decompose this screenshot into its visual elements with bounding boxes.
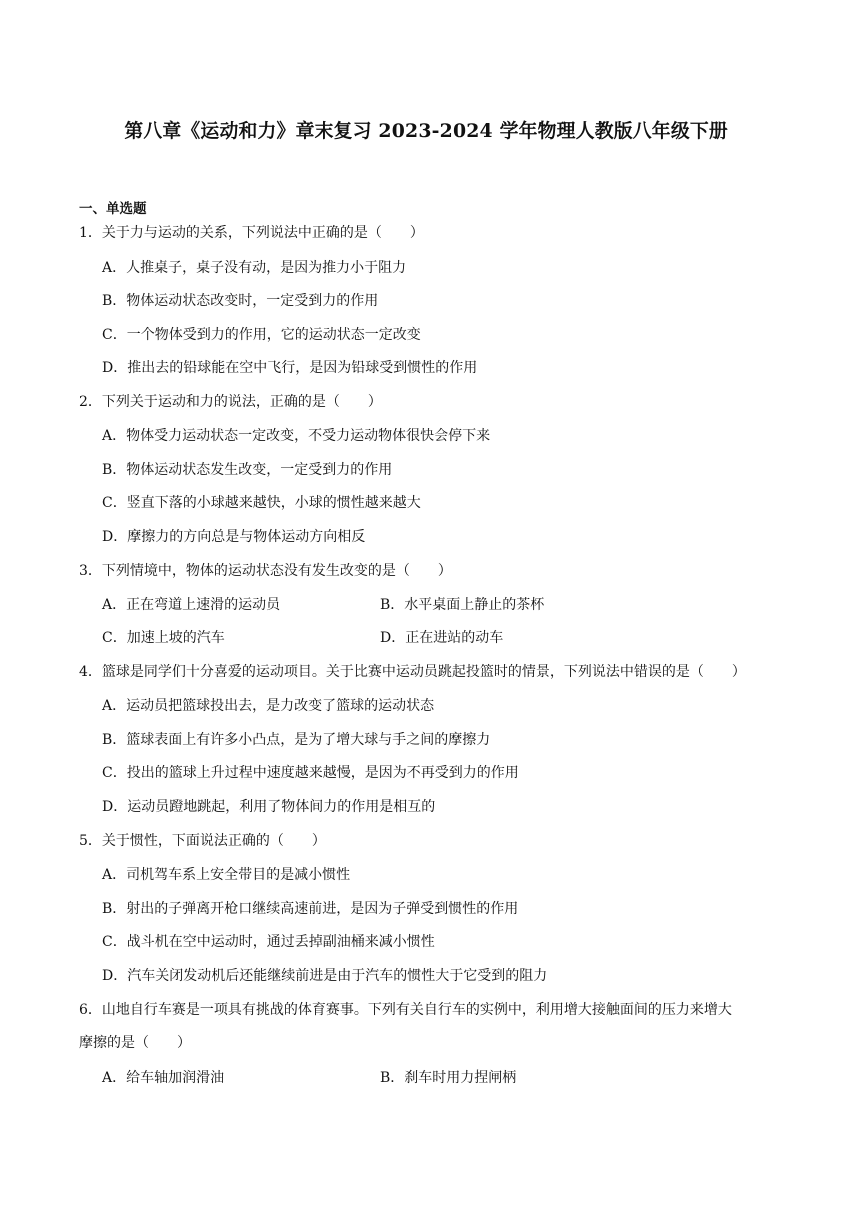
section-heading: 一、单选题 xyxy=(79,201,147,217)
question-2-option-b: B．物体运动状态发生改变，一定受到力的作用 xyxy=(102,462,393,478)
question-4-option-c: C．投出的篮球上升过程中速度越来越慢，是因为不再受到力的作用 xyxy=(102,765,519,781)
question-3-option-b: B．水平桌面上静止的茶杯 xyxy=(380,597,545,613)
question-2-stem: 2．下列关于运动和力的说法，正确的是（ ） xyxy=(79,394,382,410)
question-1-option-a: A．人推桌子，桌子没有动，是因为推力小于阻力 xyxy=(102,260,407,276)
question-6-stem: 6．山地自行车赛是一项具有挑战的体育赛事。下列有关自行车的实例中，利用增大接触面间的压力来增大 xyxy=(79,1002,732,1018)
question-6-option-a: A．给车轴加润滑油 xyxy=(102,1070,225,1086)
question-5-option-d: D．汽车关闭发动机后还能继续前进是由于汽车的惯性大于它受到的阻力 xyxy=(102,968,548,984)
question-3-stem: 3．下列情境中，物体的运动状态没有发生改变的是（ ） xyxy=(79,563,452,579)
question-4-option-d: D．运动员蹬地跳起，利用了物体间力的作用是相互的 xyxy=(102,799,436,815)
question-4-option-a: A．运动员把篮球投出去，是力改变了篮球的运动状态 xyxy=(102,698,435,714)
question-5-stem: 5．关于惯性，下面说法正确的（ ） xyxy=(79,833,326,849)
question-1-option-c: C．一个物体受到力的作用，它的运动状态一定改变 xyxy=(102,327,421,343)
question-2-option-a: A．物体受力运动状态一定改变，不受力运动物体很快会停下来 xyxy=(102,428,491,444)
document-title: 第八章《运动和力》章末复习 2023-2024 学年物理人教版八年级下册 xyxy=(124,120,728,142)
question-2-option-d: D．摩擦力的方向总是与物体运动方向相反 xyxy=(102,529,366,545)
question-3-option-c: C．加速上坡的汽车 xyxy=(102,630,225,646)
question-6-option-b: B．刹车时用力捏闸柄 xyxy=(380,1070,517,1086)
question-5-option-b: B．射出的子弹离开枪口继续高速前进，是因为子弹受到惯性的作用 xyxy=(102,901,519,917)
question-5-option-a: A．司机驾车系上安全带目的是减小惯性 xyxy=(102,867,351,883)
question-2-option-c: C．竖直下落的小球越来越快，小球的惯性越来越大 xyxy=(102,495,421,511)
question-1-stem: 1．关于力与运动的关系，下列说法中正确的是（ ） xyxy=(79,225,424,241)
question-1-option-d: D．推出去的铅球能在空中飞行，是因为铅球受到惯性的作用 xyxy=(102,360,478,376)
question-3-option-a: A．正在弯道上速滑的运动员 xyxy=(102,597,281,613)
question-6-stem-continued: 摩擦的是（ ） xyxy=(79,1035,191,1051)
question-4-option-b: B．篮球表面上有许多小凸点，是为了增大球与手之间的摩擦力 xyxy=(102,732,491,748)
question-5-option-c: C．战斗机在空中运动时，通过丢掉副油桶来减小惯性 xyxy=(102,934,435,950)
question-4-stem: 4．篮球是同学们十分喜爱的运动项目。关于比赛中运动员跳起投篮时的情景，下列说法中错误的是（ ） xyxy=(79,664,746,680)
question-3-option-d: D．正在进站的动车 xyxy=(380,630,504,646)
question-1-option-b: B．物体运动状态改变时，一定受到力的作用 xyxy=(102,293,379,309)
